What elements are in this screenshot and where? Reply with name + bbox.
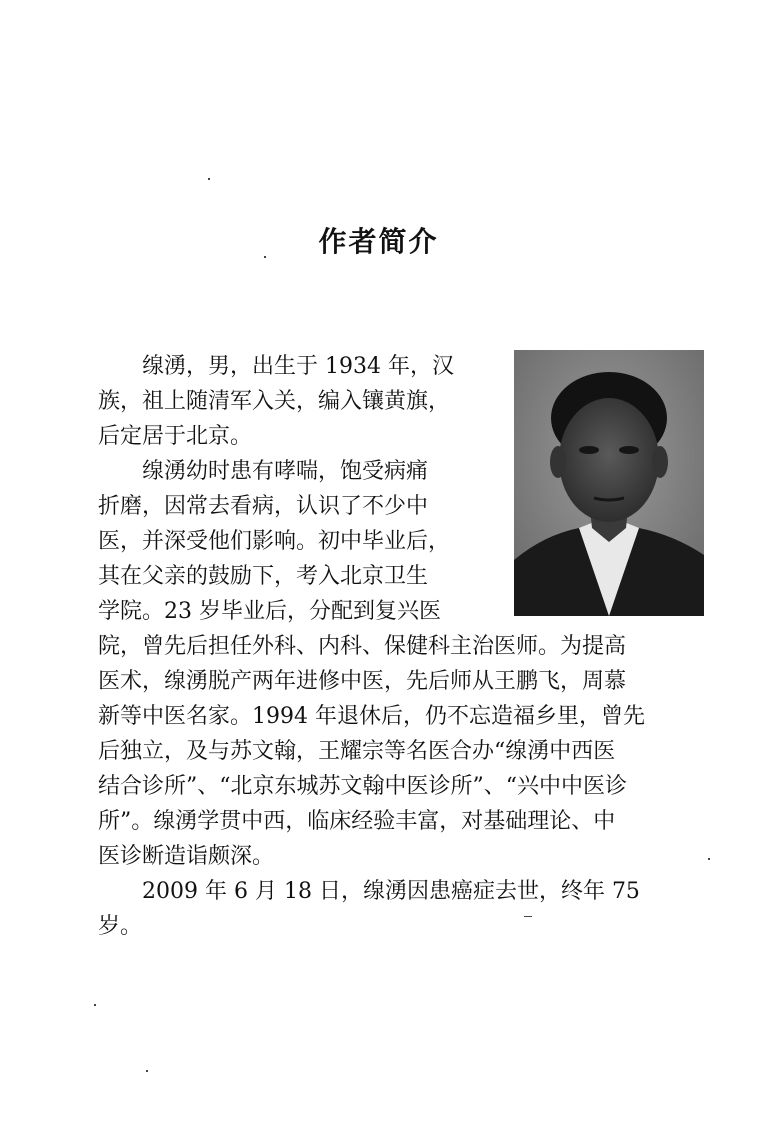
- text-line: 后定居于北京。: [98, 424, 253, 449]
- scan-speck: [264, 256, 266, 258]
- text-line: 族，祖上随清军入关，编入镶黄旗，: [98, 389, 451, 414]
- text-line: 岁。: [98, 914, 143, 939]
- text-line: 缐湧幼时患有哮喘，饱受病痛: [98, 459, 429, 484]
- scan-speck: [708, 858, 710, 860]
- text-line: 医术，缐湧脱产两年进修中医，先后师从王鹏飞，周慕: [98, 669, 627, 694]
- scan-speck: [524, 916, 532, 917]
- text-line: 2009 年 6 月 18 日，缐湧因患癌症去世，终年 75: [98, 879, 640, 904]
- text-line: 院，曾先后担任外科、内科、保健科主治医师。为提高: [98, 634, 627, 659]
- portrait-image: [514, 350, 704, 616]
- text-line: 医，并深受他们影响。初中毕业后，: [98, 529, 451, 554]
- text-line: 医诊断造诣颇深。: [98, 844, 275, 869]
- text-line: 后独立，及与苏文翰，王耀宗等名医合办“缐湧中西医: [98, 739, 616, 764]
- text-line: 折磨，因常去看病，认识了不少中: [98, 494, 429, 519]
- text-line: 结合诊所”、“北京东城苏文翰中医诊所”、“兴中中医诊: [98, 774, 627, 799]
- page-title: 作者简介: [318, 225, 439, 258]
- scan-speck: [146, 1070, 148, 1072]
- scan-speck: [208, 178, 210, 180]
- text-line: 所”。缐湧学贯中西，临床经验丰富，对基础理论、中: [98, 809, 616, 834]
- author-photo: [514, 350, 704, 616]
- scan-speck: [94, 1004, 96, 1006]
- text-line: 新等中医名家。1994 年退休后，仍不忘造福乡里，曾先: [98, 704, 645, 729]
- text-line: 缐湧，男，出生于 1934 年，汉: [98, 354, 454, 379]
- text-line: 其在父亲的鼓励下，考入北京卫生: [98, 564, 429, 589]
- text-line: 学院。23 岁毕业后，分配到复兴医: [98, 599, 441, 624]
